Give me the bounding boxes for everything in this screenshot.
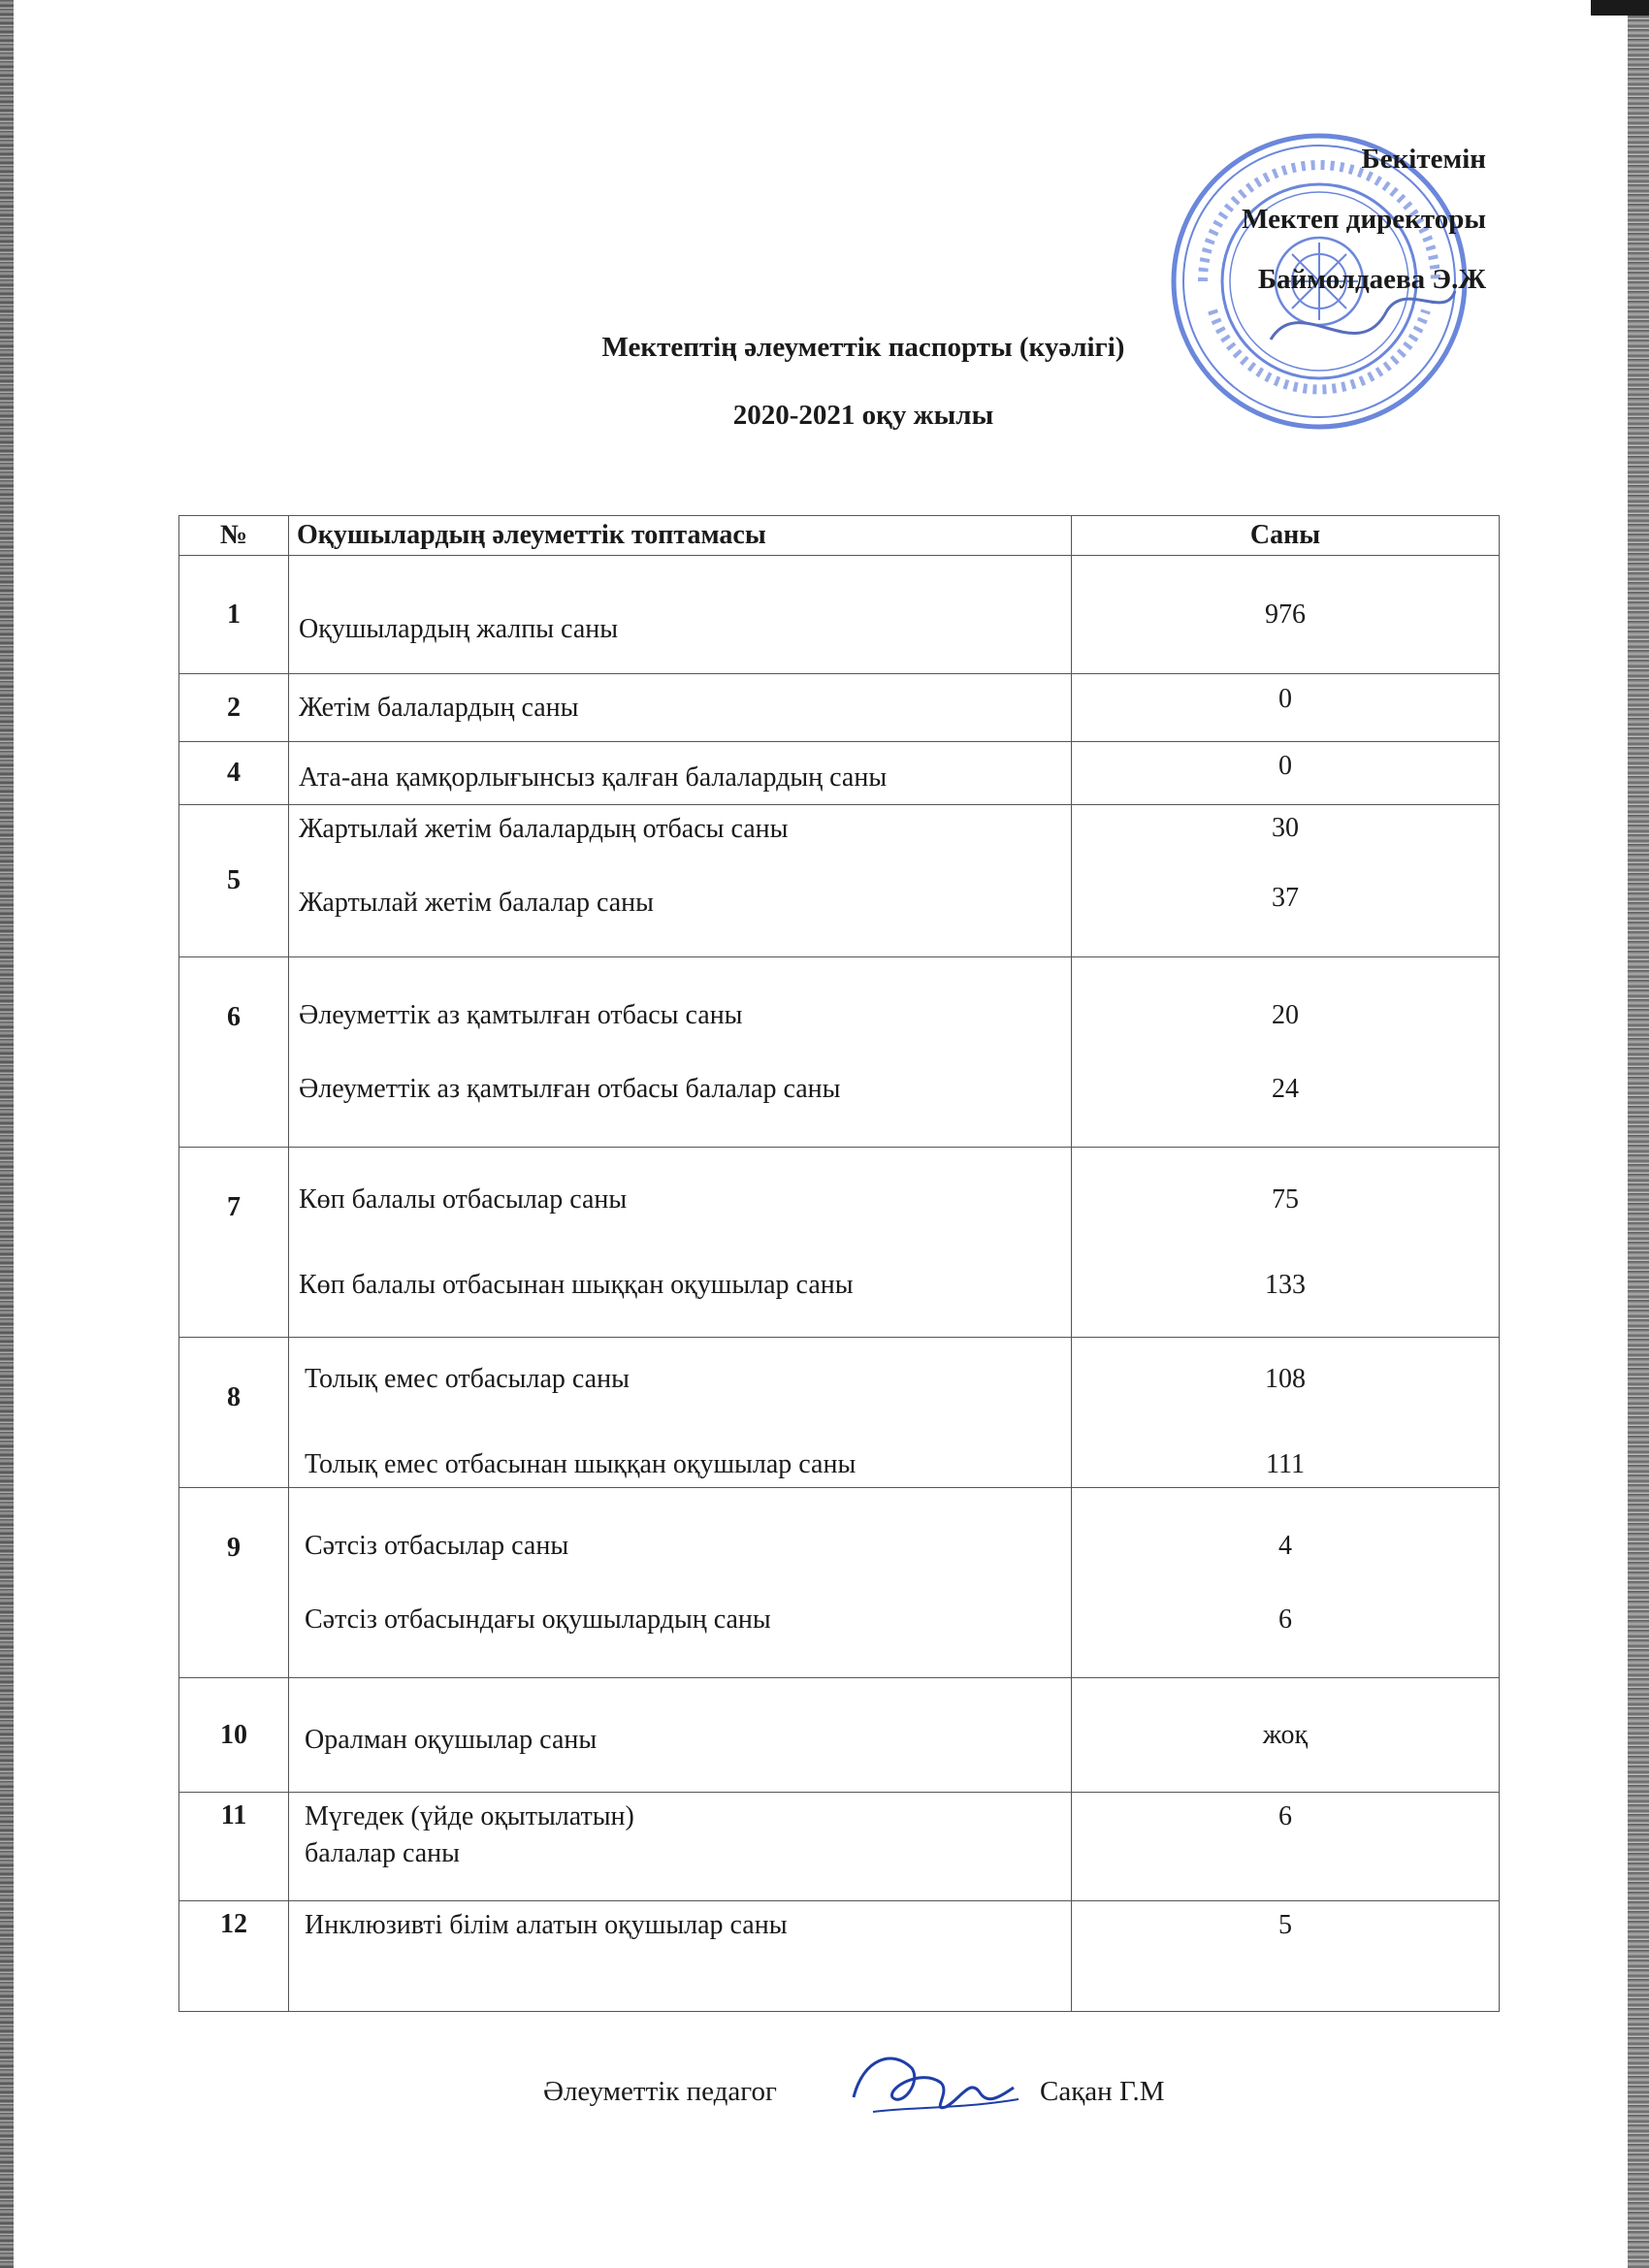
category-label: Сәтсіз отбасылар саны (305, 1530, 569, 1561)
row-value (1072, 674, 1500, 742)
category-label: Жетім балалардың саны (299, 692, 579, 723)
signer-name: Сақан Г.М (1040, 2076, 1165, 2107)
row-value (1072, 1678, 1500, 1793)
row-number (179, 1488, 289, 1678)
row-number (179, 1793, 289, 1901)
table-row (179, 1901, 1500, 2012)
value-label: 24 (1272, 1073, 1299, 1104)
row-category (289, 674, 1072, 742)
category-label: Жартылай жетім балалардың отбасы саны (299, 814, 789, 844)
scan-edge-right-top (1591, 0, 1649, 16)
row-category (289, 1488, 1072, 1678)
table-header-row (179, 516, 1500, 556)
table-row (179, 1488, 1500, 1678)
category-label: Оқушылардың жалпы саны (299, 613, 619, 644)
category-label: балалар саны (305, 1838, 460, 1868)
row-value (1072, 1338, 1500, 1488)
row-category (289, 1678, 1072, 1793)
value-label: 108 (1265, 1364, 1306, 1394)
row-number (179, 1338, 289, 1488)
row-category (289, 1901, 1072, 2012)
value-label: 0 (1278, 751, 1292, 781)
category-label: Толық емес отбасылар саны (305, 1364, 630, 1394)
row-number: 2 (179, 674, 289, 742)
row-category (289, 556, 1072, 674)
row-value (1072, 805, 1500, 957)
value-label: 4 (1278, 1530, 1292, 1561)
row-value (1072, 1488, 1500, 1678)
category-label: Жартылай жетім балалар саны (299, 888, 654, 918)
table-row (179, 1793, 1500, 1901)
approval-line-3: Баймолдаева Э.Ж (1257, 264, 1486, 295)
approval-line-2: Мектеп директоры (1242, 204, 1486, 235)
row-number: 5 (179, 805, 289, 957)
category-label: Мүгедек (үйде оқытылатын) (305, 1801, 634, 1831)
value-label: 6 (1278, 1801, 1292, 1831)
category-label: Инклюзивті білім алатын оқушылар саны (305, 1910, 788, 1940)
row-number-text: 8 (227, 1382, 241, 1412)
row-number-text: 11 (220, 1800, 247, 1831)
row-number (179, 1901, 289, 2012)
table-row (179, 1338, 1500, 1488)
row-number: 1 (179, 556, 289, 674)
row-number-text: 6 (227, 1002, 241, 1032)
table-row (179, 1148, 1500, 1338)
row-category (289, 1148, 1072, 1338)
row-number-text: 7 (227, 1192, 241, 1222)
table-row (179, 1678, 1500, 1793)
category-label: Көп балалы отбасылар саны (299, 1183, 628, 1215)
header-category: Оқушылардың әлеуметтік топтамасы (289, 516, 1072, 556)
value-label: 6 (1278, 1604, 1292, 1635)
row-category (289, 805, 1072, 957)
social-passport-table (178, 515, 1500, 2012)
signer-role: Әлеуметтік педагог (543, 2076, 777, 2107)
table-row (179, 556, 1500, 674)
value-label: 976 (1265, 599, 1306, 630)
category-label: Әлеуметтік аз қамтылған отбасы саны (299, 999, 743, 1030)
category-label: Сәтсіз отбасындағы оқушылардың саны (305, 1604, 771, 1635)
row-category (289, 1793, 1072, 1901)
row-number-text: 12 (220, 1909, 247, 1939)
document-title: Мектептің әлеуметтік паспорты (куәлігі) (601, 332, 1125, 363)
value-label: 5 (1278, 1910, 1292, 1940)
table-row (179, 742, 1500, 805)
value-label: 133 (1265, 1269, 1306, 1300)
value-label: 37 (1272, 883, 1299, 913)
handwritten-signature-icon (834, 2039, 1028, 2136)
category-label: Әлеуметтік аз қамтылған отбасы балалар саны (299, 1073, 841, 1104)
table-row (179, 674, 1500, 742)
category-label: Ата-ана қамқорлығынсыз қалған балалардың саны (299, 762, 888, 793)
header-number: № (179, 516, 289, 556)
value-label: 30 (1272, 813, 1299, 843)
row-value (1072, 1901, 1500, 2012)
value-label: жоқ (1262, 1719, 1309, 1750)
row-category (289, 742, 1072, 805)
approval-block (1242, 146, 1486, 326)
row-category (289, 1338, 1072, 1488)
row-number (179, 957, 289, 1148)
table-row (179, 805, 1500, 957)
value-label: 0 (1278, 683, 1292, 714)
row-category (289, 957, 1072, 1148)
row-number (179, 1148, 289, 1338)
row-value (1072, 556, 1500, 674)
approval-line-1: Бекітемін (1361, 144, 1486, 175)
value-label: 75 (1272, 1183, 1299, 1215)
value-label: 111 (1266, 1449, 1305, 1479)
row-value (1072, 1793, 1500, 1901)
row-number: 10 (179, 1678, 289, 1793)
row-number-text: 9 (227, 1533, 241, 1563)
row-value (1072, 1148, 1500, 1338)
category-label: Оралман оқушылар саны (305, 1724, 598, 1755)
document-subtitle: 2020-2021 оқу жылы (732, 400, 994, 431)
row-value (1072, 957, 1500, 1148)
row-value (1072, 742, 1500, 805)
table-row (179, 957, 1500, 1148)
header-value: Саны (1072, 516, 1500, 556)
category-label: Толық емес отбасынан шыққан оқушылар саны (305, 1449, 857, 1479)
value-label: 20 (1272, 999, 1299, 1030)
row-number: 4 (179, 742, 289, 805)
category-label: Көп балалы отбасынан шыққан оқушылар саны (299, 1269, 854, 1300)
